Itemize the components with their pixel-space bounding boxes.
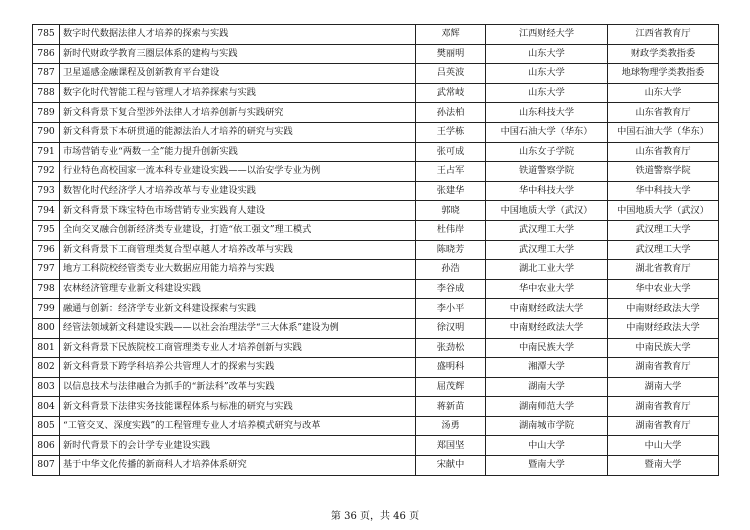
- table-row: [33, 181, 719, 201]
- project-table: [32, 24, 719, 476]
- row-number-cell: 786: [33, 44, 60, 64]
- project-leader-cell: 邓辉: [416, 25, 486, 45]
- project-leader-cell: 盛明科: [416, 358, 486, 378]
- recommending-unit-cell: 武汉理工大学: [608, 220, 719, 240]
- row-number-cell: 795: [33, 220, 60, 240]
- recommending-unit-cell: 华中科技大学: [608, 181, 719, 201]
- row-number-cell: 788: [33, 83, 60, 103]
- row-number-cell: 805: [33, 416, 60, 436]
- school-name-cell: 江西财经大学: [486, 25, 608, 45]
- school-name-cell: 华中科技大学: [486, 181, 608, 201]
- school-name-cell: 铁道警察学院: [486, 162, 608, 182]
- recommending-unit-cell: 铁道警察学院: [608, 162, 719, 182]
- table-row: [33, 64, 719, 84]
- row-number-cell: 798: [33, 279, 60, 299]
- project-leader-cell: 吕英波: [416, 64, 486, 84]
- school-name-cell: 山东大学: [486, 83, 608, 103]
- table-row: [33, 358, 719, 378]
- project-leader-cell: 张建华: [416, 181, 486, 201]
- project-leader-cell: 王学栋: [416, 122, 486, 142]
- school-name-cell: 武汉理工大学: [486, 240, 608, 260]
- recommending-unit-cell: 中南财经政法大学: [608, 318, 719, 338]
- school-name-cell: 山东大学: [486, 44, 608, 64]
- project-title-cell: 新文科背景下复合型涉外法律人才培养创新与实践研究: [60, 103, 416, 123]
- project-title-cell: 基于中华文化传播的新商科人才培养体系研究: [60, 456, 416, 476]
- project-title-cell: 新文科背景下民族院校工商管理类专业人才培养创新与实践: [60, 338, 416, 358]
- row-number-cell: 800: [33, 318, 60, 338]
- project-title-cell: 新时代财政学教育三圈层体系的建构与实践: [60, 44, 416, 64]
- table-body: [33, 25, 719, 476]
- project-title-cell: 农林经济管理专业新文科建设实践: [60, 279, 416, 299]
- recommending-unit-cell: 华中农业大学: [608, 279, 719, 299]
- table-row: [33, 299, 719, 319]
- project-leader-cell: 张可成: [416, 142, 486, 162]
- recommending-unit-cell: 地球物理学类教指委: [608, 64, 719, 84]
- project-leader-cell: 孙法柏: [416, 103, 486, 123]
- school-name-cell: 湖南师范大学: [486, 397, 608, 417]
- row-number-cell: 793: [33, 181, 60, 201]
- project-leader-cell: 樊丽明: [416, 44, 486, 64]
- project-leader-cell: 郑国坚: [416, 436, 486, 456]
- table-row: [33, 220, 719, 240]
- project-leader-cell: 汤勇: [416, 416, 486, 436]
- project-leader-cell: 杜伟岸: [416, 220, 486, 240]
- recommending-unit-cell: 武汉理工大学: [608, 240, 719, 260]
- recommending-unit-cell: 中南民族大学: [608, 338, 719, 358]
- row-number-cell: 801: [33, 338, 60, 358]
- project-title-cell: “工管交叉、深度实践”的工程管理专业人才培养模式研究与改革: [60, 416, 416, 436]
- project-leader-cell: 陈晓芳: [416, 240, 486, 260]
- table-row: [33, 318, 719, 338]
- project-title-cell: 数智化时代经济学人才培养改革与专业建设实践: [60, 181, 416, 201]
- project-leader-cell: 蒋新苗: [416, 397, 486, 417]
- table-row: [33, 416, 719, 436]
- table-row: [33, 456, 719, 476]
- project-leader-cell: 屈茂辉: [416, 377, 486, 397]
- project-leader-cell: 李小平: [416, 299, 486, 319]
- table-row: [33, 436, 719, 456]
- recommending-unit-cell: 湖南省教育厅: [608, 397, 719, 417]
- school-name-cell: 华中农业大学: [486, 279, 608, 299]
- row-number-cell: 797: [33, 260, 60, 280]
- table-row: [33, 338, 719, 358]
- recommending-unit-cell: 湖北省教育厅: [608, 260, 719, 280]
- project-title-cell: 新文科背景下跨学科培养公共管理人才的探索与实践: [60, 358, 416, 378]
- school-name-cell: 中南财经政法大学: [486, 299, 608, 319]
- row-number-cell: 792: [33, 162, 60, 182]
- row-number-cell: 787: [33, 64, 60, 84]
- recommending-unit-cell: 湖南省教育厅: [608, 358, 719, 378]
- project-title-cell: 全向交叉融合创新经济类专业建设，打造“依工强文”理工模式: [60, 220, 416, 240]
- project-title-cell: 市场营销专业“两数一全”能力提升创新实践: [60, 142, 416, 162]
- project-title-cell: 新文科背景下本研贯通的能源法治人才培养的研究与实践: [60, 122, 416, 142]
- school-name-cell: 武汉理工大学: [486, 220, 608, 240]
- table-row: [33, 83, 719, 103]
- recommending-unit-cell: 中国地质大学（武汉）: [608, 201, 719, 221]
- recommending-unit-cell: 中山大学: [608, 436, 719, 456]
- table-row: [33, 25, 719, 45]
- row-number-cell: 789: [33, 103, 60, 123]
- school-name-cell: 中国地质大学（武汉）: [486, 201, 608, 221]
- table-row: [33, 103, 719, 123]
- recommending-unit-cell: 财政学类教指委: [608, 44, 719, 64]
- recommending-unit-cell: 山东大学: [608, 83, 719, 103]
- project-leader-cell: 李谷成: [416, 279, 486, 299]
- project-title-cell: 新文科背景下工商管理类复合型卓越人才培养改革与实践: [60, 240, 416, 260]
- row-number-cell: 785: [33, 25, 60, 45]
- project-leader-cell: 宋献中: [416, 456, 486, 476]
- school-name-cell: 暨南大学: [486, 456, 608, 476]
- school-name-cell: 湖南大学: [486, 377, 608, 397]
- project-leader-cell: 郭晓: [416, 201, 486, 221]
- school-name-cell: 湖南城市学院: [486, 416, 608, 436]
- school-name-cell: 中山大学: [486, 436, 608, 456]
- row-number-cell: 804: [33, 397, 60, 417]
- table-row: [33, 240, 719, 260]
- school-name-cell: 中南民族大学: [486, 338, 608, 358]
- project-title-cell: 以信息技术与法律融合为抓手的“新法科”改革与实践: [60, 377, 416, 397]
- project-title-cell: 新文科背景下法律实务技能课程体系与标准的研究与实践: [60, 397, 416, 417]
- project-leader-cell: 武常岐: [416, 83, 486, 103]
- recommending-unit-cell: 中南财经政法大学: [608, 299, 719, 319]
- school-name-cell: 湘潭大学: [486, 358, 608, 378]
- project-title-cell: 融通与创新：经济学专业新文科建设探索与实践: [60, 299, 416, 319]
- row-number-cell: 790: [33, 122, 60, 142]
- table-row: [33, 279, 719, 299]
- school-name-cell: 中南财经政法大学: [486, 318, 608, 338]
- school-name-cell: 湖北工业大学: [486, 260, 608, 280]
- project-leader-cell: 张劲松: [416, 338, 486, 358]
- project-title-cell: 新文科背景下珠宝特色市场营销专业实践育人建设: [60, 201, 416, 221]
- project-title-cell: 新时代背景下的会计学专业建设实践: [60, 436, 416, 456]
- table-row: [33, 122, 719, 142]
- project-leader-cell: 孙浩: [416, 260, 486, 280]
- row-number-cell: 791: [33, 142, 60, 162]
- row-number-cell: 796: [33, 240, 60, 260]
- row-number-cell: 802: [33, 358, 60, 378]
- project-leader-cell: 王占军: [416, 162, 486, 182]
- recommending-unit-cell: 湖南大学: [608, 377, 719, 397]
- row-number-cell: 806: [33, 436, 60, 456]
- project-title-cell: 数字化时代智能工程与管理人才培养探索与实践: [60, 83, 416, 103]
- school-name-cell: 山东大学: [486, 64, 608, 84]
- project-title-cell: 卫星遥感金融课程及创新教育平台建设: [60, 64, 416, 84]
- table-row: [33, 44, 719, 64]
- table-row: [33, 260, 719, 280]
- recommending-unit-cell: 山东省教育厅: [608, 142, 719, 162]
- recommending-unit-cell: 江西省教育厅: [608, 25, 719, 45]
- project-leader-cell: 徐汉明: [416, 318, 486, 338]
- table-row: [33, 377, 719, 397]
- project-title-cell: 行业特色高校国家一流本科专业建设实践——以治安学专业为例: [60, 162, 416, 182]
- table-row: [33, 142, 719, 162]
- table-row: [33, 162, 719, 182]
- recommending-unit-cell: 山东省教育厅: [608, 103, 719, 123]
- project-title-cell: 数字时代数据法律人才培养的探索与实践: [60, 25, 416, 45]
- school-name-cell: 山东科技大学: [486, 103, 608, 123]
- project-title-cell: 地方工科院校经管类专业大数据应用能力培养与实践: [60, 260, 416, 280]
- school-name-cell: 山东女子学院: [486, 142, 608, 162]
- page-footer: 第 36 页，共 46 页: [330, 511, 420, 522]
- table-row: [33, 397, 719, 417]
- row-number-cell: 799: [33, 299, 60, 319]
- school-name-cell: 中国石油大学（华东）: [486, 122, 608, 142]
- recommending-unit-cell: 暨南大学: [608, 456, 719, 476]
- recommending-unit-cell: 湖南省教育厅: [608, 416, 719, 436]
- project-title-cell: 经管法领域新文科建设实践——以社会治理法学“三大体系”建设为例: [60, 318, 416, 338]
- row-number-cell: 803: [33, 377, 60, 397]
- recommending-unit-cell: 中国石油大学（华东）: [608, 122, 719, 142]
- table-row: [33, 201, 719, 221]
- row-number-cell: 794: [33, 201, 60, 221]
- row-number-cell: 807: [33, 456, 60, 476]
